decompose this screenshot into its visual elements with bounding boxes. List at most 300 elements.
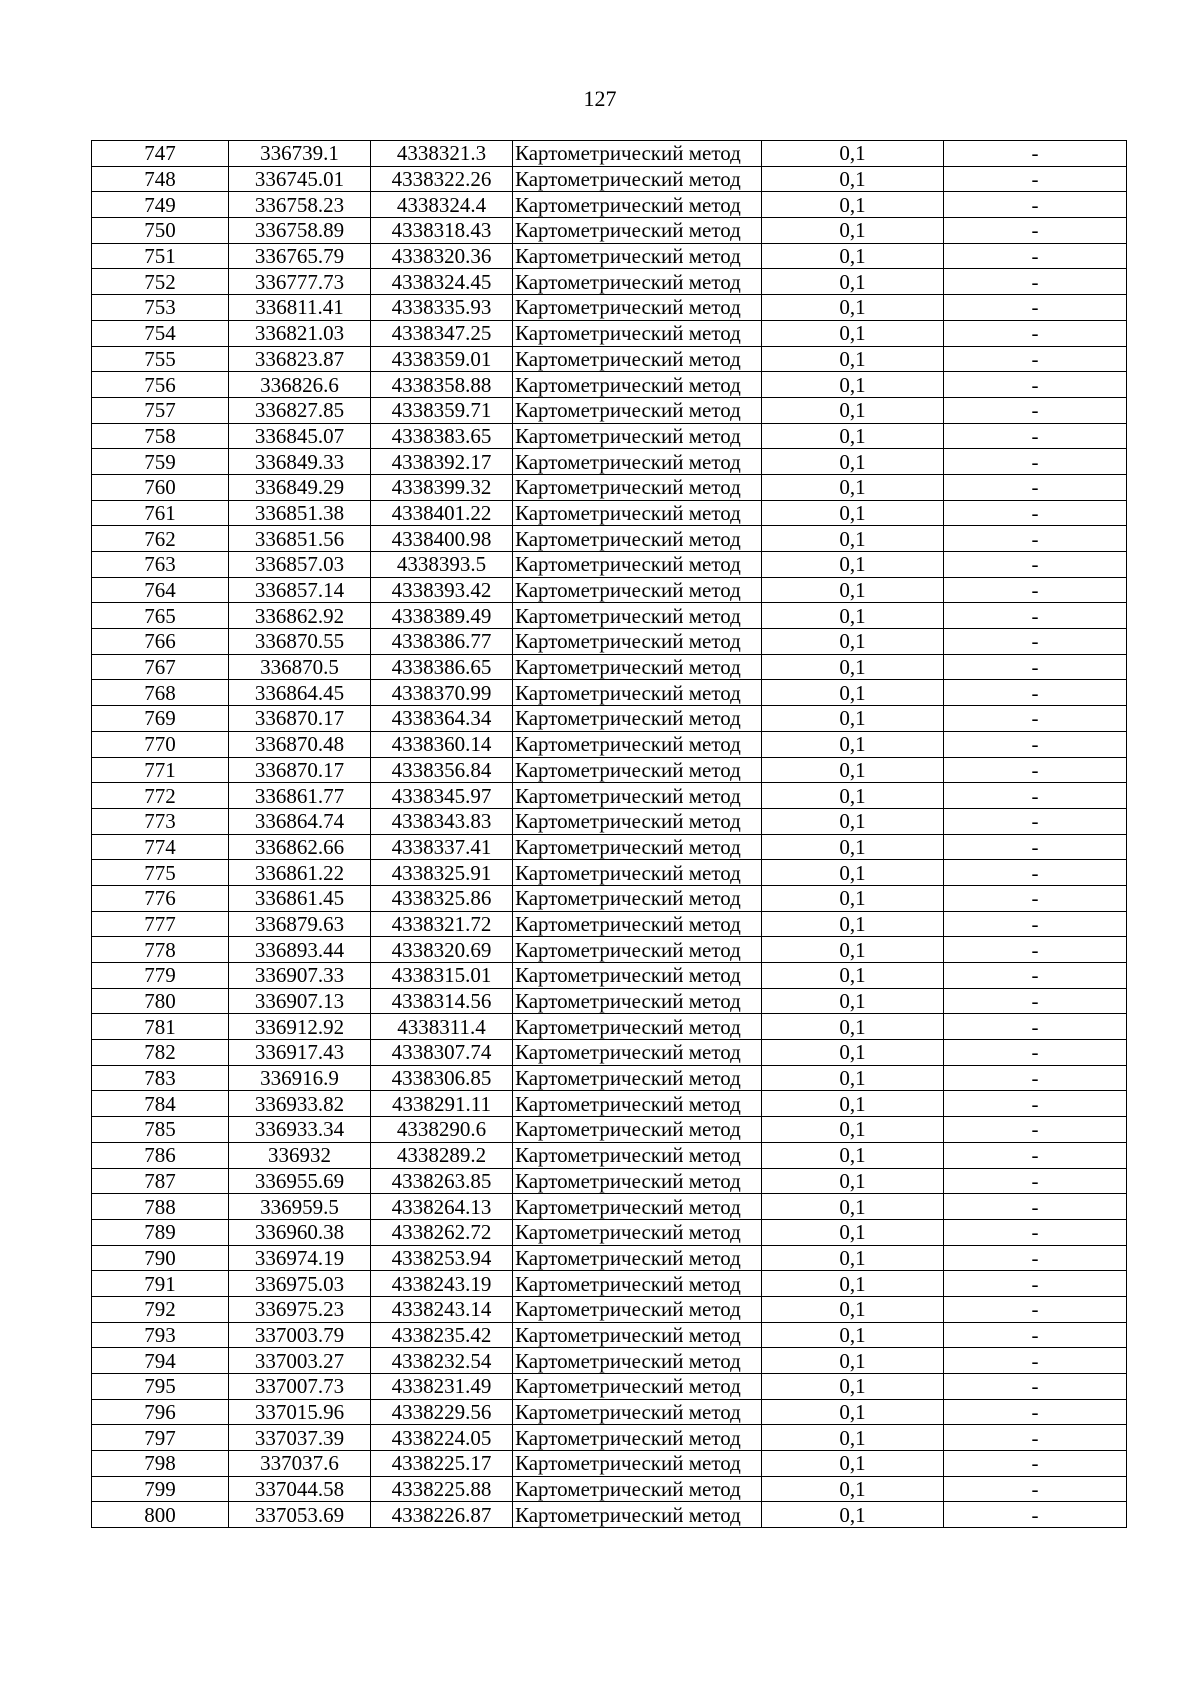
table-row xyxy=(92,141,1127,167)
y-coordinate-cell: 4338315.01 xyxy=(371,963,513,989)
table-row xyxy=(92,1117,1127,1143)
method-cell: Картометрический метод xyxy=(513,963,762,989)
point-number-cell: 798 xyxy=(92,1451,229,1477)
method-cell: Картометрический метод xyxy=(513,141,762,167)
description-cell: - xyxy=(944,269,1127,295)
x-coordinate-cell: 336975.23 xyxy=(229,1296,371,1322)
accuracy-cell: 0,1 xyxy=(762,552,944,578)
table-row xyxy=(92,449,1127,475)
y-coordinate-cell: 4338360.14 xyxy=(371,731,513,757)
table-row xyxy=(92,552,1127,578)
accuracy-cell: 0,1 xyxy=(762,1091,944,1117)
description-cell: - xyxy=(944,577,1127,603)
x-coordinate-cell: 336893.44 xyxy=(229,937,371,963)
x-coordinate-cell: 336745.01 xyxy=(229,166,371,192)
y-coordinate-cell: 4338320.36 xyxy=(371,243,513,269)
accuracy-cell: 0,1 xyxy=(762,474,944,500)
description-cell: - xyxy=(944,911,1127,937)
y-coordinate-cell: 4338307.74 xyxy=(371,1040,513,1066)
accuracy-cell: 0,1 xyxy=(762,243,944,269)
y-coordinate-cell: 4338225.88 xyxy=(371,1476,513,1502)
y-coordinate-cell: 4338335.93 xyxy=(371,295,513,321)
method-cell: Картометрический метод xyxy=(513,526,762,552)
table-row xyxy=(92,372,1127,398)
x-coordinate-cell: 337044.58 xyxy=(229,1476,371,1502)
description-cell: - xyxy=(944,1065,1127,1091)
accuracy-cell: 0,1 xyxy=(762,1502,944,1528)
table-row xyxy=(92,654,1127,680)
point-number-cell: 800 xyxy=(92,1502,229,1528)
method-cell: Картометрический метод xyxy=(513,757,762,783)
description-cell: - xyxy=(944,141,1127,167)
point-number-cell: 748 xyxy=(92,166,229,192)
x-coordinate-cell: 336739.1 xyxy=(229,141,371,167)
description-cell: - xyxy=(944,808,1127,834)
method-cell: Картометрический метод xyxy=(513,166,762,192)
method-cell: Картометрический метод xyxy=(513,1399,762,1425)
point-number-cell: 788 xyxy=(92,1194,229,1220)
table-row xyxy=(92,1040,1127,1066)
point-number-cell: 789 xyxy=(92,1219,229,1245)
method-cell: Картометрический метод xyxy=(513,860,762,886)
description-cell: - xyxy=(944,654,1127,680)
point-number-cell: 778 xyxy=(92,937,229,963)
table-row xyxy=(92,500,1127,526)
y-coordinate-cell: 4338386.77 xyxy=(371,629,513,655)
accuracy-cell: 0,1 xyxy=(762,577,944,603)
accuracy-cell: 0,1 xyxy=(762,320,944,346)
accuracy-cell: 0,1 xyxy=(762,1476,944,1502)
description-cell: - xyxy=(944,1296,1127,1322)
x-coordinate-cell: 336811.41 xyxy=(229,295,371,321)
point-number-cell: 784 xyxy=(92,1091,229,1117)
description-cell: - xyxy=(944,1245,1127,1271)
method-cell: Картометрический метод xyxy=(513,449,762,475)
point-number-cell: 750 xyxy=(92,218,229,244)
method-cell: Картометрический метод xyxy=(513,1091,762,1117)
y-coordinate-cell: 4338401.22 xyxy=(371,500,513,526)
accuracy-cell: 0,1 xyxy=(762,1065,944,1091)
method-cell: Картометрический метод xyxy=(513,706,762,732)
y-coordinate-cell: 4338337.41 xyxy=(371,834,513,860)
accuracy-cell: 0,1 xyxy=(762,1425,944,1451)
point-number-cell: 772 xyxy=(92,783,229,809)
point-number-cell: 782 xyxy=(92,1040,229,1066)
point-number-cell: 774 xyxy=(92,834,229,860)
method-cell: Картометрический метод xyxy=(513,346,762,372)
point-number-cell: 779 xyxy=(92,963,229,989)
point-number-cell: 795 xyxy=(92,1374,229,1400)
point-number-cell: 765 xyxy=(92,603,229,629)
method-cell: Картометрический метод xyxy=(513,885,762,911)
table-row xyxy=(92,1245,1127,1271)
description-cell: - xyxy=(944,1142,1127,1168)
accuracy-cell: 0,1 xyxy=(762,449,944,475)
accuracy-cell: 0,1 xyxy=(762,808,944,834)
description-cell: - xyxy=(944,731,1127,757)
method-cell: Картометрический метод xyxy=(513,423,762,449)
table-row xyxy=(92,911,1127,937)
description-cell: - xyxy=(944,1040,1127,1066)
y-coordinate-cell: 4338321.72 xyxy=(371,911,513,937)
y-coordinate-cell: 4338311.4 xyxy=(371,1014,513,1040)
table-row xyxy=(92,988,1127,1014)
point-number-cell: 785 xyxy=(92,1117,229,1143)
description-cell: - xyxy=(944,1322,1127,1348)
table-row xyxy=(92,526,1127,552)
x-coordinate-cell: 337003.79 xyxy=(229,1322,371,1348)
y-coordinate-cell: 4338289.2 xyxy=(371,1142,513,1168)
y-coordinate-cell: 4338322.26 xyxy=(371,166,513,192)
point-number-cell: 770 xyxy=(92,731,229,757)
accuracy-cell: 0,1 xyxy=(762,1040,944,1066)
accuracy-cell: 0,1 xyxy=(762,1399,944,1425)
accuracy-cell: 0,1 xyxy=(762,680,944,706)
point-number-cell: 766 xyxy=(92,629,229,655)
coordinates-table xyxy=(91,140,1127,1528)
method-cell: Картометрический метод xyxy=(513,1502,762,1528)
x-coordinate-cell: 336827.85 xyxy=(229,397,371,423)
y-coordinate-cell: 4338263.85 xyxy=(371,1168,513,1194)
accuracy-cell: 0,1 xyxy=(762,1451,944,1477)
x-coordinate-cell: 336857.14 xyxy=(229,577,371,603)
point-number-cell: 790 xyxy=(92,1245,229,1271)
point-number-cell: 781 xyxy=(92,1014,229,1040)
point-number-cell: 791 xyxy=(92,1271,229,1297)
method-cell: Картометрический метод xyxy=(513,500,762,526)
point-number-cell: 749 xyxy=(92,192,229,218)
x-coordinate-cell: 336861.45 xyxy=(229,885,371,911)
table-row xyxy=(92,808,1127,834)
description-cell: - xyxy=(944,1425,1127,1451)
point-number-cell: 783 xyxy=(92,1065,229,1091)
table-row xyxy=(92,397,1127,423)
table-row xyxy=(92,166,1127,192)
method-cell: Картометрический метод xyxy=(513,629,762,655)
x-coordinate-cell: 336826.6 xyxy=(229,372,371,398)
method-cell: Картометрический метод xyxy=(513,1065,762,1091)
accuracy-cell: 0,1 xyxy=(762,603,944,629)
x-coordinate-cell: 336851.56 xyxy=(229,526,371,552)
method-cell: Картометрический метод xyxy=(513,243,762,269)
point-number-cell: 756 xyxy=(92,372,229,398)
method-cell: Картометрический метод xyxy=(513,834,762,860)
accuracy-cell: 0,1 xyxy=(762,526,944,552)
method-cell: Картометрический метод xyxy=(513,1425,762,1451)
point-number-cell: 761 xyxy=(92,500,229,526)
description-cell: - xyxy=(944,346,1127,372)
point-number-cell: 758 xyxy=(92,423,229,449)
y-coordinate-cell: 4338383.65 xyxy=(371,423,513,449)
description-cell: - xyxy=(944,526,1127,552)
accuracy-cell: 0,1 xyxy=(762,834,944,860)
x-coordinate-cell: 336974.19 xyxy=(229,1245,371,1271)
table-row xyxy=(92,603,1127,629)
method-cell: Картометрический метод xyxy=(513,680,762,706)
accuracy-cell: 0,1 xyxy=(762,1219,944,1245)
description-cell: - xyxy=(944,988,1127,1014)
method-cell: Картометрический метод xyxy=(513,937,762,963)
description-cell: - xyxy=(944,963,1127,989)
accuracy-cell: 0,1 xyxy=(762,372,944,398)
x-coordinate-cell: 337037.39 xyxy=(229,1425,371,1451)
y-coordinate-cell: 4338358.88 xyxy=(371,372,513,398)
accuracy-cell: 0,1 xyxy=(762,218,944,244)
x-coordinate-cell: 336777.73 xyxy=(229,269,371,295)
x-coordinate-cell: 336960.38 xyxy=(229,1219,371,1245)
x-coordinate-cell: 336907.13 xyxy=(229,988,371,1014)
method-cell: Картометрический метод xyxy=(513,577,762,603)
x-coordinate-cell: 337037.6 xyxy=(229,1451,371,1477)
y-coordinate-cell: 4338232.54 xyxy=(371,1348,513,1374)
x-coordinate-cell: 336870.48 xyxy=(229,731,371,757)
description-cell: - xyxy=(944,706,1127,732)
y-coordinate-cell: 4338291.11 xyxy=(371,1091,513,1117)
y-coordinate-cell: 4338393.5 xyxy=(371,552,513,578)
point-number-cell: 763 xyxy=(92,552,229,578)
x-coordinate-cell: 336870.55 xyxy=(229,629,371,655)
y-coordinate-cell: 4338225.17 xyxy=(371,1451,513,1477)
table-row xyxy=(92,1271,1127,1297)
x-coordinate-cell: 336870.17 xyxy=(229,757,371,783)
point-number-cell: 768 xyxy=(92,680,229,706)
description-cell: - xyxy=(944,295,1127,321)
accuracy-cell: 0,1 xyxy=(762,1142,944,1168)
y-coordinate-cell: 4338359.01 xyxy=(371,346,513,372)
table-row xyxy=(92,860,1127,886)
x-coordinate-cell: 336864.74 xyxy=(229,808,371,834)
point-number-cell: 780 xyxy=(92,988,229,1014)
point-number-cell: 794 xyxy=(92,1348,229,1374)
x-coordinate-cell: 337007.73 xyxy=(229,1374,371,1400)
x-coordinate-cell: 336861.77 xyxy=(229,783,371,809)
table-row xyxy=(92,629,1127,655)
description-cell: - xyxy=(944,372,1127,398)
table-row xyxy=(92,1168,1127,1194)
y-coordinate-cell: 4338343.83 xyxy=(371,808,513,834)
y-coordinate-cell: 4338399.32 xyxy=(371,474,513,500)
accuracy-cell: 0,1 xyxy=(762,269,944,295)
point-number-cell: 769 xyxy=(92,706,229,732)
x-coordinate-cell: 336870.5 xyxy=(229,654,371,680)
x-coordinate-cell: 336933.82 xyxy=(229,1091,371,1117)
description-cell: - xyxy=(944,1168,1127,1194)
description-cell: - xyxy=(944,1451,1127,1477)
description-cell: - xyxy=(944,192,1127,218)
table-row xyxy=(92,731,1127,757)
description-cell: - xyxy=(944,397,1127,423)
accuracy-cell: 0,1 xyxy=(762,731,944,757)
method-cell: Картометрический метод xyxy=(513,1322,762,1348)
description-cell: - xyxy=(944,1271,1127,1297)
y-coordinate-cell: 4338320.69 xyxy=(371,937,513,963)
point-number-cell: 762 xyxy=(92,526,229,552)
description-cell: - xyxy=(944,320,1127,346)
description-cell: - xyxy=(944,1091,1127,1117)
y-coordinate-cell: 4338235.42 xyxy=(371,1322,513,1348)
accuracy-cell: 0,1 xyxy=(762,166,944,192)
accuracy-cell: 0,1 xyxy=(762,963,944,989)
accuracy-cell: 0,1 xyxy=(762,783,944,809)
method-cell: Картометрический метод xyxy=(513,1271,762,1297)
table-row xyxy=(92,346,1127,372)
accuracy-cell: 0,1 xyxy=(762,192,944,218)
point-number-cell: 776 xyxy=(92,885,229,911)
accuracy-cell: 0,1 xyxy=(762,911,944,937)
point-number-cell: 747 xyxy=(92,141,229,167)
method-cell: Картометрический метод xyxy=(513,1451,762,1477)
method-cell: Картометрический метод xyxy=(513,552,762,578)
table-row xyxy=(92,320,1127,346)
description-cell: - xyxy=(944,629,1127,655)
description-cell: - xyxy=(944,500,1127,526)
x-coordinate-cell: 336823.87 xyxy=(229,346,371,372)
description-cell: - xyxy=(944,1374,1127,1400)
method-cell: Картометрический метод xyxy=(513,783,762,809)
accuracy-cell: 0,1 xyxy=(762,629,944,655)
x-coordinate-cell: 336851.38 xyxy=(229,500,371,526)
y-coordinate-cell: 4338325.91 xyxy=(371,860,513,886)
accuracy-cell: 0,1 xyxy=(762,1014,944,1040)
description-cell: - xyxy=(944,834,1127,860)
accuracy-cell: 0,1 xyxy=(762,397,944,423)
point-number-cell: 775 xyxy=(92,860,229,886)
accuracy-cell: 0,1 xyxy=(762,1296,944,1322)
description-cell: - xyxy=(944,885,1127,911)
y-coordinate-cell: 4338226.87 xyxy=(371,1502,513,1528)
table-row xyxy=(92,1065,1127,1091)
table-row xyxy=(92,1091,1127,1117)
method-cell: Картометрический метод xyxy=(513,1296,762,1322)
method-cell: Картометрический метод xyxy=(513,731,762,757)
accuracy-cell: 0,1 xyxy=(762,885,944,911)
x-coordinate-cell: 336862.66 xyxy=(229,834,371,860)
x-coordinate-cell: 336845.07 xyxy=(229,423,371,449)
y-coordinate-cell: 4338345.97 xyxy=(371,783,513,809)
accuracy-cell: 0,1 xyxy=(762,937,944,963)
description-cell: - xyxy=(944,1399,1127,1425)
point-number-cell: 787 xyxy=(92,1168,229,1194)
x-coordinate-cell: 336821.03 xyxy=(229,320,371,346)
x-coordinate-cell: 336916.9 xyxy=(229,1065,371,1091)
point-number-cell: 799 xyxy=(92,1476,229,1502)
y-coordinate-cell: 4338321.3 xyxy=(371,141,513,167)
x-coordinate-cell: 336955.69 xyxy=(229,1168,371,1194)
description-cell: - xyxy=(944,1219,1127,1245)
table-row xyxy=(92,963,1127,989)
table-row xyxy=(92,1322,1127,1348)
table-row xyxy=(92,757,1127,783)
method-cell: Картометрический метод xyxy=(513,397,762,423)
table-row xyxy=(92,577,1127,603)
method-cell: Картометрический метод xyxy=(513,988,762,1014)
y-coordinate-cell: 4338262.72 xyxy=(371,1219,513,1245)
y-coordinate-cell: 4338370.99 xyxy=(371,680,513,706)
y-coordinate-cell: 4338318.43 xyxy=(371,218,513,244)
x-coordinate-cell: 337053.69 xyxy=(229,1502,371,1528)
y-coordinate-cell: 4338324.4 xyxy=(371,192,513,218)
method-cell: Картометрический метод xyxy=(513,192,762,218)
method-cell: Картометрический метод xyxy=(513,1348,762,1374)
method-cell: Картометрический метод xyxy=(513,1142,762,1168)
point-number-cell: 760 xyxy=(92,474,229,500)
accuracy-cell: 0,1 xyxy=(762,654,944,680)
table-row xyxy=(92,243,1127,269)
table-row xyxy=(92,1142,1127,1168)
point-number-cell: 796 xyxy=(92,1399,229,1425)
description-cell: - xyxy=(944,603,1127,629)
method-cell: Картометрический метод xyxy=(513,218,762,244)
x-coordinate-cell: 336912.92 xyxy=(229,1014,371,1040)
accuracy-cell: 0,1 xyxy=(762,1322,944,1348)
point-number-cell: 771 xyxy=(92,757,229,783)
description-cell: - xyxy=(944,166,1127,192)
x-coordinate-cell: 336933.34 xyxy=(229,1117,371,1143)
table-row xyxy=(92,1451,1127,1477)
table-row xyxy=(92,783,1127,809)
y-coordinate-cell: 4338389.49 xyxy=(371,603,513,629)
point-number-cell: 759 xyxy=(92,449,229,475)
x-coordinate-cell: 337015.96 xyxy=(229,1399,371,1425)
y-coordinate-cell: 4338356.84 xyxy=(371,757,513,783)
method-cell: Картометрический метод xyxy=(513,295,762,321)
method-cell: Картометрический метод xyxy=(513,1040,762,1066)
point-number-cell: 777 xyxy=(92,911,229,937)
point-number-cell: 793 xyxy=(92,1322,229,1348)
method-cell: Картометрический метод xyxy=(513,1476,762,1502)
table-row xyxy=(92,885,1127,911)
x-coordinate-cell: 336975.03 xyxy=(229,1271,371,1297)
method-cell: Картометрический метод xyxy=(513,808,762,834)
table-row xyxy=(92,1296,1127,1322)
point-number-cell: 767 xyxy=(92,654,229,680)
coordinates-table-body xyxy=(92,141,1127,1528)
description-cell: - xyxy=(944,1502,1127,1528)
table-row xyxy=(92,1425,1127,1451)
table-row xyxy=(92,1502,1127,1528)
y-coordinate-cell: 4338243.14 xyxy=(371,1296,513,1322)
y-coordinate-cell: 4338306.85 xyxy=(371,1065,513,1091)
x-coordinate-cell: 336861.22 xyxy=(229,860,371,886)
x-coordinate-cell: 336870.17 xyxy=(229,706,371,732)
accuracy-cell: 0,1 xyxy=(762,706,944,732)
accuracy-cell: 0,1 xyxy=(762,1117,944,1143)
description-cell: - xyxy=(944,1194,1127,1220)
accuracy-cell: 0,1 xyxy=(762,295,944,321)
method-cell: Картометрический метод xyxy=(513,1374,762,1400)
method-cell: Картометрический метод xyxy=(513,654,762,680)
accuracy-cell: 0,1 xyxy=(762,988,944,1014)
y-coordinate-cell: 4338393.42 xyxy=(371,577,513,603)
table-row xyxy=(92,1399,1127,1425)
x-coordinate-cell: 336932 xyxy=(229,1142,371,1168)
method-cell: Картометрический метод xyxy=(513,1194,762,1220)
y-coordinate-cell: 4338314.56 xyxy=(371,988,513,1014)
table-row xyxy=(92,1014,1127,1040)
x-coordinate-cell: 336864.45 xyxy=(229,680,371,706)
method-cell: Картометрический метод xyxy=(513,603,762,629)
y-coordinate-cell: 4338324.45 xyxy=(371,269,513,295)
y-coordinate-cell: 4338253.94 xyxy=(371,1245,513,1271)
table-row xyxy=(92,192,1127,218)
y-coordinate-cell: 4338231.49 xyxy=(371,1374,513,1400)
description-cell: - xyxy=(944,680,1127,706)
description-cell: - xyxy=(944,1014,1127,1040)
point-number-cell: 751 xyxy=(92,243,229,269)
method-cell: Картометрический метод xyxy=(513,372,762,398)
page-number: 127 xyxy=(583,86,617,111)
x-coordinate-cell: 336849.29 xyxy=(229,474,371,500)
